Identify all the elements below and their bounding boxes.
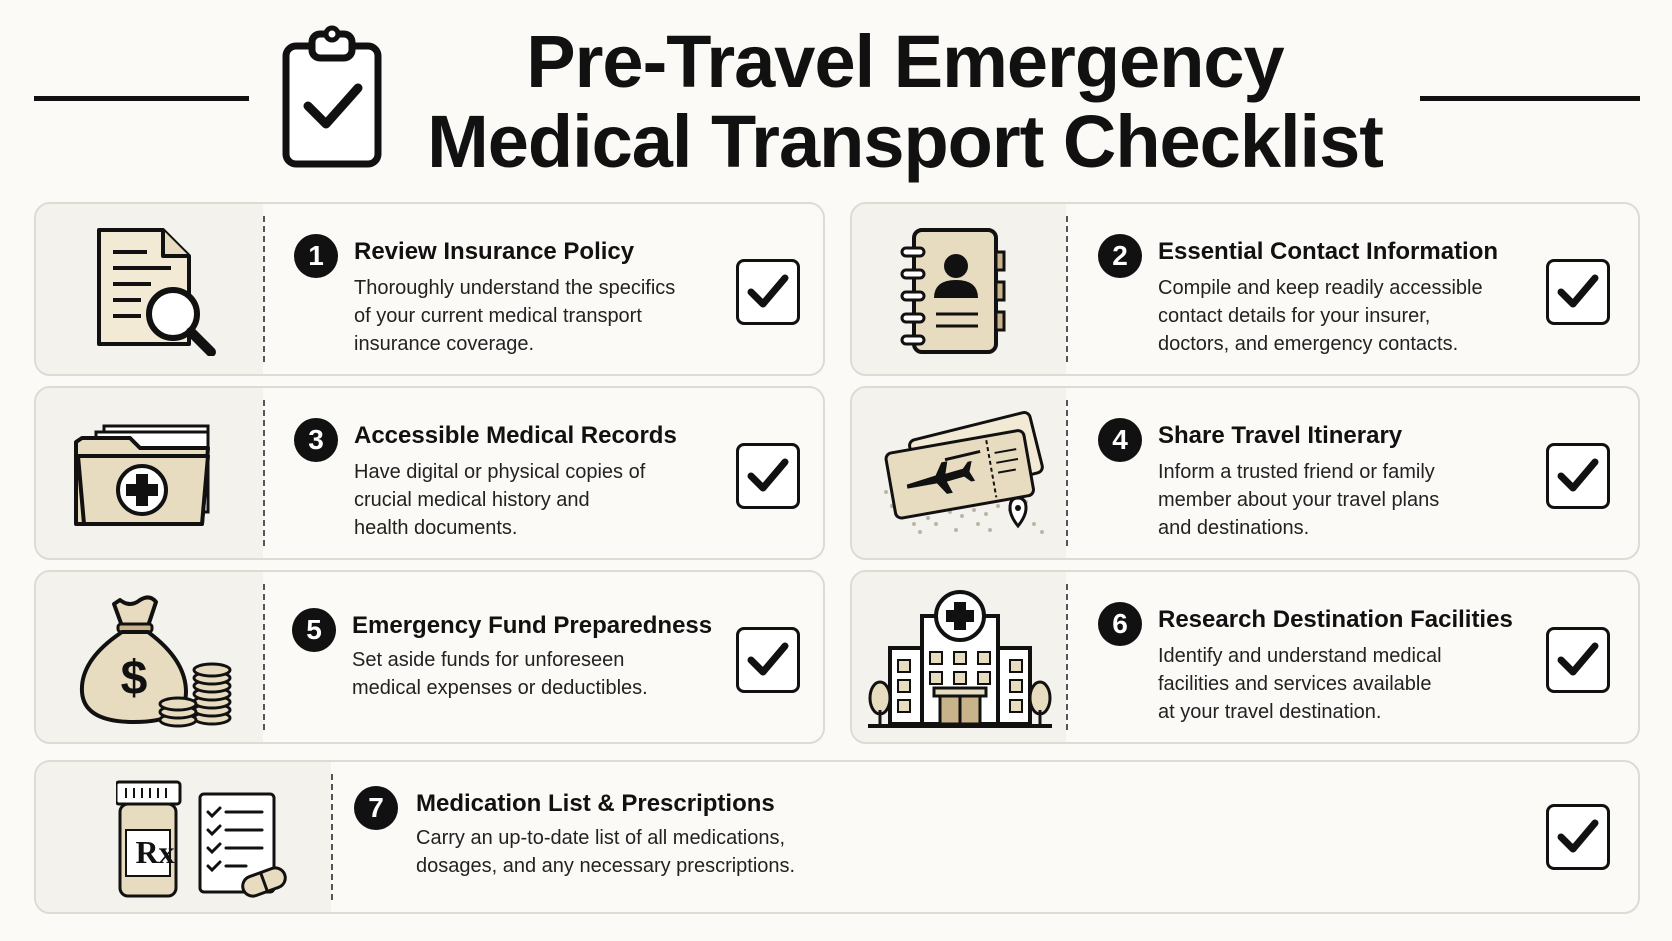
- checkbox[interactable]: [736, 443, 800, 509]
- checklist-card-5: [34, 570, 825, 744]
- medical-folder-icon: [70, 412, 222, 534]
- card-icon-pane: [36, 388, 263, 558]
- description-line: Compile and keep readily accessible: [1158, 277, 1483, 299]
- card-title: Review Insurance Policy: [354, 238, 635, 265]
- card-title: Share Travel Itinerary: [1158, 422, 1403, 449]
- card-description: [1158, 274, 1483, 358]
- card-icon-pane: [36, 762, 331, 912]
- card-divider: [263, 584, 265, 730]
- card-title: Accessible Medical Records: [354, 422, 677, 449]
- step-number-badge: 4: [1098, 418, 1142, 462]
- card-divider: [1066, 216, 1068, 362]
- checkbox[interactable]: [736, 259, 800, 325]
- card-divider: [1066, 584, 1068, 730]
- rx-label: Rx: [135, 834, 175, 870]
- checklist-card-6: [850, 570, 1640, 744]
- description-line: at your travel destination.: [1158, 701, 1382, 723]
- description-line: Set aside funds for unforeseen: [352, 649, 625, 671]
- checkbox[interactable]: [1546, 443, 1610, 509]
- card-divider: [263, 216, 265, 362]
- card-description: [1158, 458, 1439, 542]
- header-rule-left: [34, 96, 249, 101]
- card-icon-pane: [852, 388, 1066, 558]
- description-line: member about your travel plans: [1158, 489, 1440, 511]
- checkmark-icon: [1557, 640, 1599, 680]
- card-title: Emergency Fund Preparedness: [352, 612, 713, 639]
- step-number-badge: 7: [354, 786, 398, 830]
- checklist-card-7: [34, 760, 1640, 914]
- card-title: Research Destination Facilities: [1158, 606, 1513, 633]
- card-description: [416, 824, 795, 880]
- document-magnifier-icon: [91, 226, 221, 356]
- card-title: Essential Contact Information: [1158, 238, 1499, 265]
- checklist-card-4: [850, 386, 1640, 560]
- address-book-icon: [894, 224, 1014, 358]
- step-number-badge: 2: [1098, 234, 1142, 278]
- description-line: health documents.: [354, 517, 518, 539]
- description-line: Thoroughly understand the specifics: [354, 277, 676, 299]
- page-title-line-1: Pre-Travel Emergency: [526, 20, 1284, 103]
- checkmark-icon: [1557, 456, 1599, 496]
- card-divider: [1066, 400, 1068, 546]
- step-number-badge: 6: [1098, 602, 1142, 646]
- description-line: doctors, and emergency contacts.: [1158, 333, 1459, 355]
- checklist-card-2: [850, 202, 1640, 376]
- card-description: [354, 274, 675, 358]
- card-divider: [331, 774, 333, 900]
- description-line: Inform a trusted friend or family: [1158, 461, 1435, 483]
- card-icon-pane: [36, 204, 263, 374]
- card-icon-pane: [852, 204, 1066, 374]
- card-divider: [263, 400, 265, 546]
- card-description: [1158, 642, 1442, 726]
- checkbox[interactable]: [736, 627, 800, 693]
- checkmark-icon: [747, 456, 789, 496]
- page-title: [400, 22, 1410, 182]
- checkbox[interactable]: [1546, 804, 1610, 870]
- card-title: Medication List & Prescriptions: [416, 790, 775, 817]
- checkmark-icon: [1557, 817, 1599, 857]
- checkbox[interactable]: [1546, 627, 1610, 693]
- page-title-line-2: Medical Transport Checklist: [427, 100, 1383, 183]
- money-bag-coins-icon: [74, 590, 234, 730]
- step-number-badge: 1: [294, 234, 338, 278]
- hospital-building-icon: [868, 586, 1052, 736]
- description-line: crucial medical history and: [354, 489, 590, 511]
- checkmark-icon: [747, 640, 789, 680]
- card-description: [354, 458, 645, 542]
- card-icon-pane: [852, 572, 1066, 742]
- description-line: and destinations.: [1158, 517, 1310, 539]
- header-rule-right: [1420, 96, 1640, 101]
- checkbox[interactable]: [1546, 259, 1610, 325]
- card-icon-pane: [36, 572, 263, 742]
- description-line: Identify and understand medical: [1158, 645, 1442, 667]
- header: [0, 0, 1672, 195]
- description-line: Carry an up-to-date list of all medications,: [416, 827, 786, 849]
- checklist-card-3: [34, 386, 825, 560]
- description-line: of your current medical transport: [354, 305, 642, 327]
- checkmark-icon: [1557, 272, 1599, 312]
- checkmark-icon: [747, 272, 789, 312]
- card-description: [352, 646, 648, 702]
- clipboard-check-icon: [280, 24, 384, 169]
- description-line: dosages, and any necessary prescriptions.: [416, 855, 796, 877]
- description-line: insurance coverage.: [354, 333, 535, 355]
- checklist-card-1: [34, 202, 825, 376]
- description-line: contact details for your insurer,: [1158, 305, 1431, 327]
- step-number-badge: 3: [294, 418, 338, 462]
- description-line: facilities and services available: [1158, 673, 1432, 695]
- description-line: Have digital or physical copies of: [354, 461, 646, 483]
- plane-ticket-map-icon: [866, 406, 1056, 546]
- svg-text:$: $: [120, 652, 148, 705]
- description-line: medical expenses or deductibles.: [352, 677, 648, 699]
- step-number-badge: 5: [292, 608, 336, 652]
